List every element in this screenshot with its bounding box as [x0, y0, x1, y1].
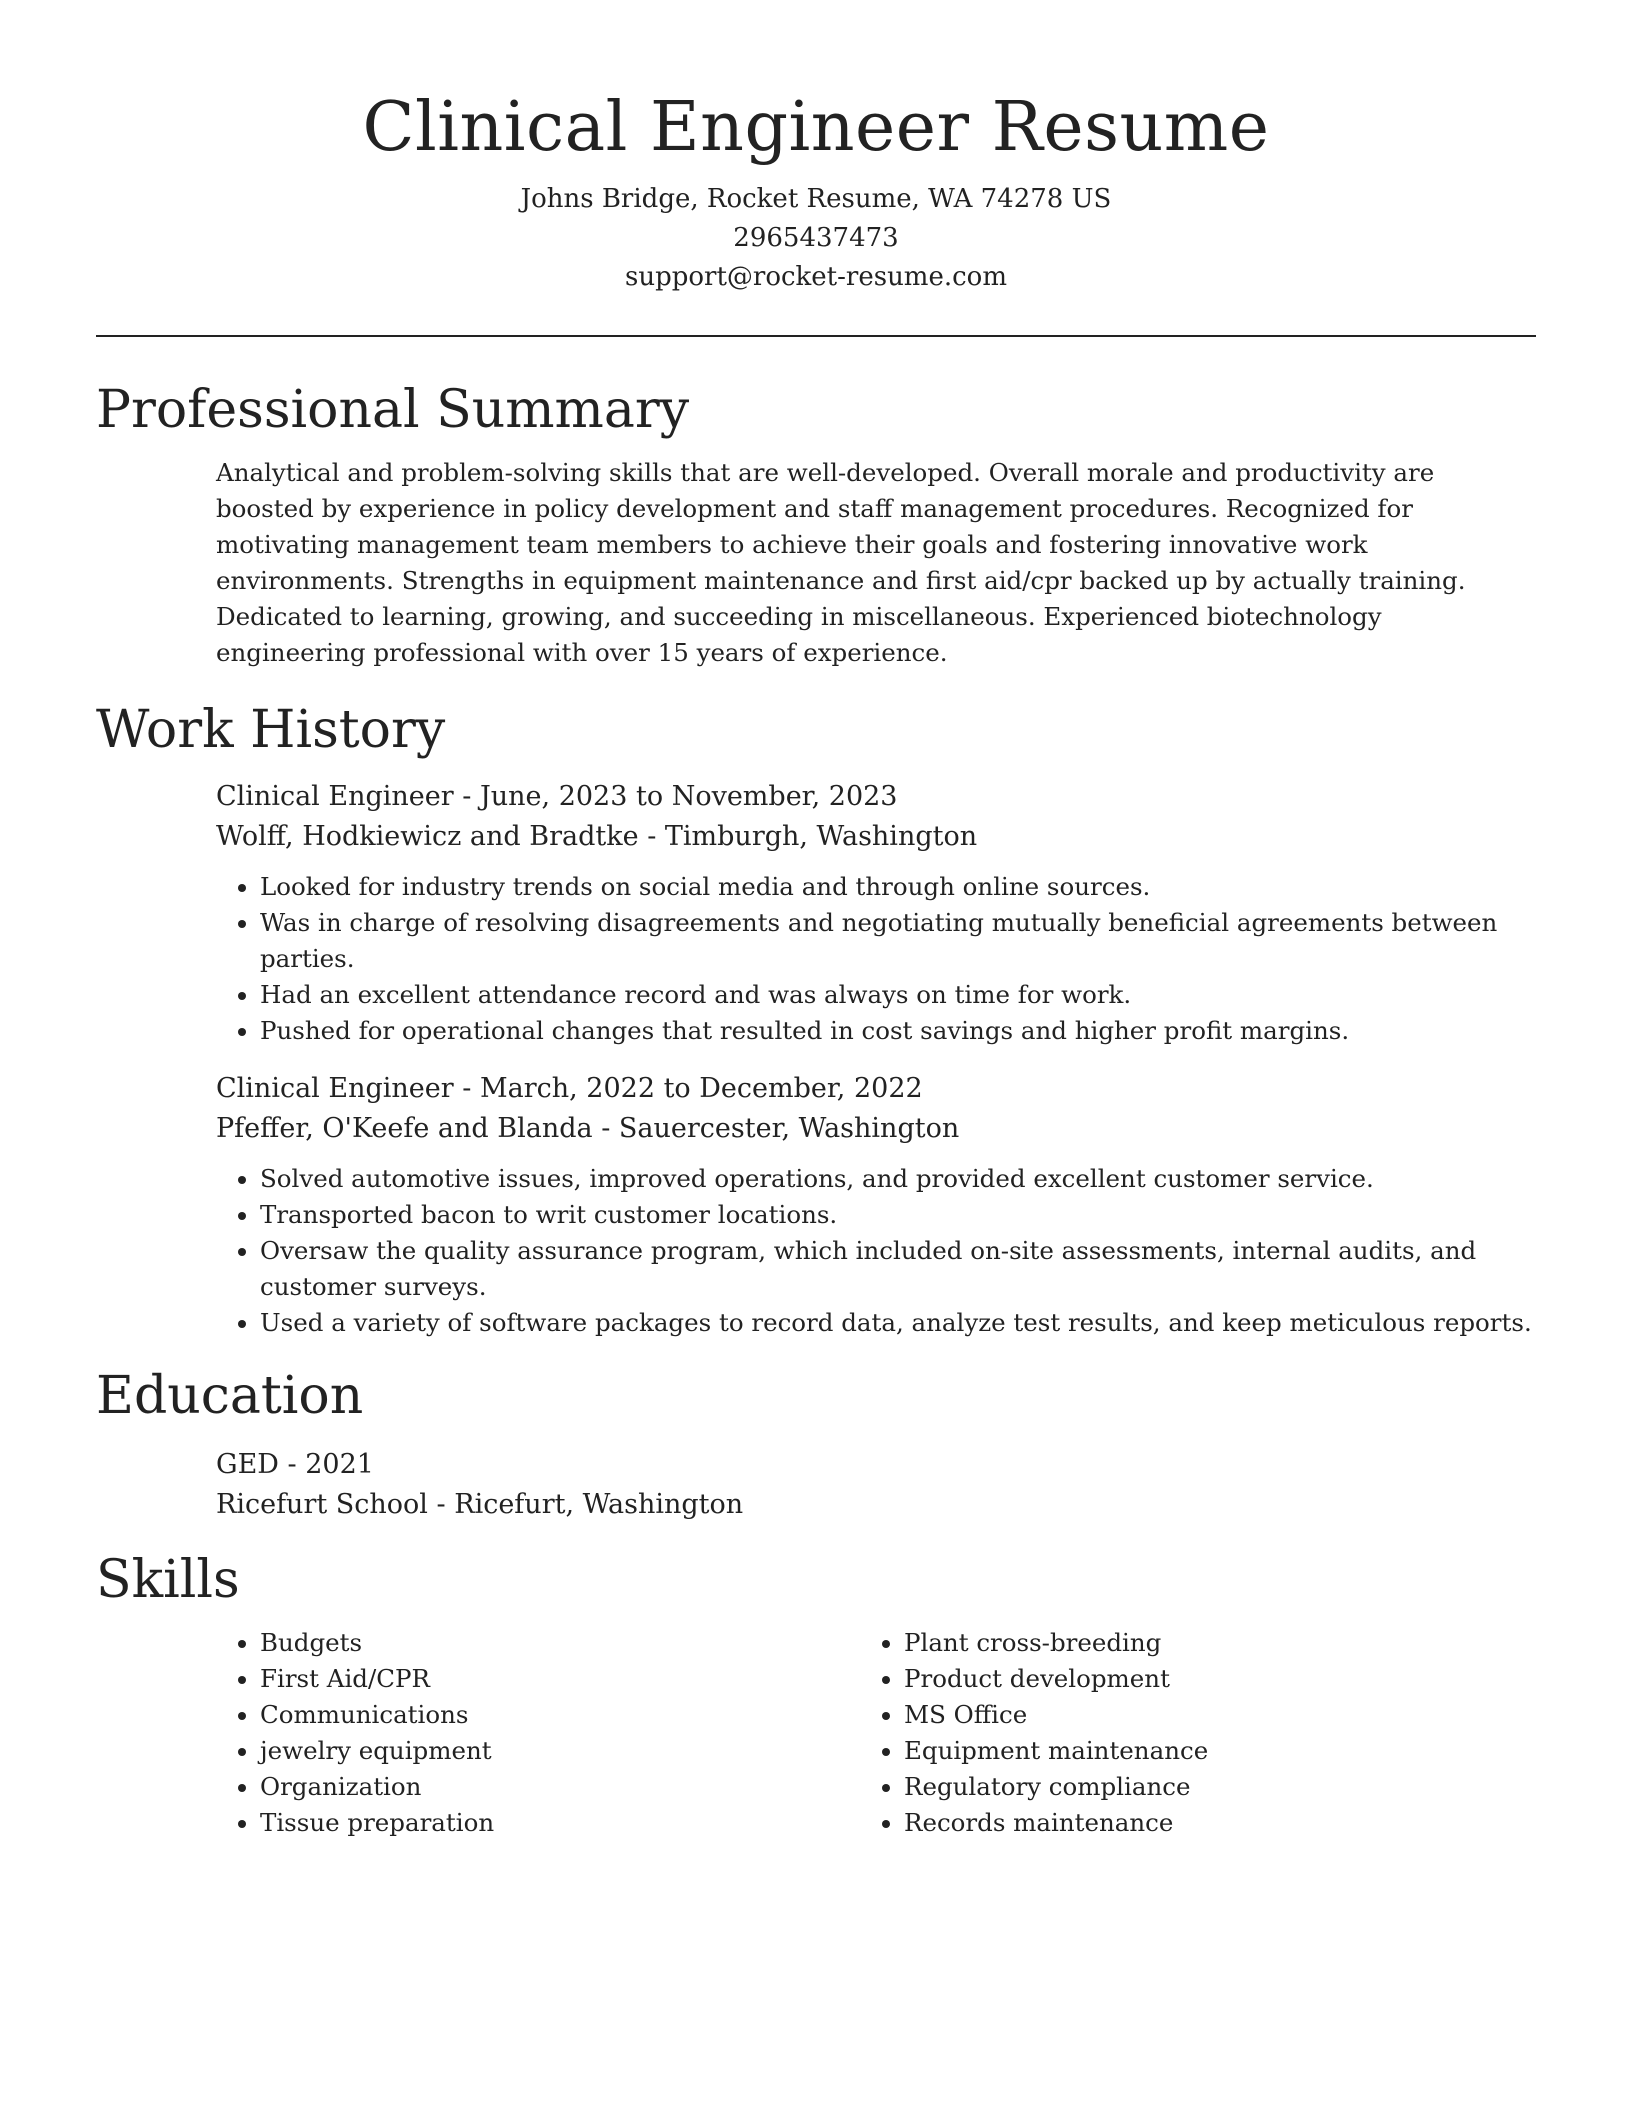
- contact-info: [96, 180, 1536, 297]
- education-section: [96, 1363, 1536, 1525]
- education-location: - Ricefurt, Washington: [427, 1489, 744, 1520]
- job-company: Pfeffer, O'Keefe and Blanda: [216, 1113, 593, 1144]
- professional-summary-section: [96, 377, 1536, 671]
- list-item: • Pushed for operational changes that resulted in cost savings and higher profit margins.: [260, 1013, 1536, 1049]
- job-entry: [216, 1069, 1536, 1341]
- job-location: - Timburgh, Washington: [638, 821, 978, 852]
- list-item: • Looked for industry trends on social media and through online sources.: [260, 869, 1536, 905]
- work-history-section: [96, 697, 1536, 1341]
- header-divider: [96, 335, 1536, 337]
- skills-column-right: [860, 1625, 1504, 1841]
- skills-list-right: [860, 1625, 1504, 1841]
- skills-section: [96, 1547, 1536, 1841]
- list-item: • First Aid/CPR: [260, 1661, 860, 1697]
- job-company-line: [216, 817, 1536, 857]
- job-dates: - June, 2023 to November, 2023: [453, 781, 898, 812]
- list-item: • Equipment maintenance: [904, 1733, 1504, 1769]
- job-title: Clinical Engineer: [216, 781, 454, 812]
- job-entry: [216, 777, 1536, 1049]
- education-degree-line: [216, 1445, 1536, 1485]
- skills-grid: [216, 1625, 1536, 1841]
- education-school: Ricefurt School: [216, 1489, 428, 1520]
- job-title-line: [216, 777, 1536, 817]
- list-item: • Product development: [904, 1661, 1504, 1697]
- education-school-line: [216, 1485, 1536, 1525]
- summary-text: Analytical and problem-solving skills that are well-developed. Overall morale and productivity are boosted by experience in policy development and staff management procedures. Recognized for motivating management team members to achieve their goals and fostering innovative work environments. Strengths in equipment maintenance and first aid/cpr backed up by actually training. Dedicated to learning, growing, and succeeding in miscellaneous. Experienced biotechnology engineering professional with over 15 years of experience.: [216, 458, 1466, 667]
- list-item: • Regulatory compliance: [904, 1769, 1504, 1805]
- skills-heading: Skills: [96, 1550, 240, 1610]
- education-heading: Education: [96, 1366, 364, 1426]
- list-item: • Communications: [260, 1697, 860, 1733]
- list-item: • jewelry equipment: [260, 1733, 860, 1769]
- list-item: • Transported bacon to writ customer locations.: [260, 1197, 1536, 1233]
- list-item: • Used a variety of software packages to record data, analyze test results, and keep meticulous reports.: [260, 1305, 1536, 1341]
- contact-address: Johns Bridge, Rocket Resume, WA 74278 US: [520, 184, 1112, 214]
- job-bullets: [216, 869, 1536, 1049]
- job-company-line: [216, 1109, 1536, 1149]
- resume-title: Clinical Engineer Resume: [362, 88, 1270, 167]
- job-dates: - March, 2022 to December, 2022: [453, 1073, 923, 1104]
- list-item: • Had an excellent attendance record and was always on time for work.: [260, 977, 1536, 1013]
- job-location: - Sauercester, Washington: [592, 1113, 960, 1144]
- list-item: • Budgets: [260, 1625, 860, 1661]
- job-title-line: [216, 1069, 1536, 1109]
- list-item: • Records maintenance: [904, 1805, 1504, 1841]
- list-item: • Solved automotive issues, improved operations, and provided excellent customer service.: [260, 1161, 1536, 1197]
- work-history-heading: Work History: [96, 700, 446, 760]
- resume-header: [96, 0, 1536, 297]
- list-item: • Tissue preparation: [260, 1805, 860, 1841]
- list-item: • Plant cross-breeding: [904, 1625, 1504, 1661]
- list-item: • Was in charge of resolving disagreements and negotiating mutually beneficial agreements between parties.: [260, 905, 1536, 977]
- education-entry: [216, 1445, 1536, 1525]
- job-bullets: [216, 1161, 1536, 1341]
- skills-list-left: [216, 1625, 860, 1841]
- contact-phone: 2965437473: [733, 223, 899, 253]
- list-item: • MS Office: [904, 1697, 1504, 1733]
- job-title: Clinical Engineer: [216, 1073, 454, 1104]
- summary-heading: Professional Summary: [96, 380, 690, 440]
- list-item: • Organization: [260, 1769, 860, 1805]
- resume-page: [96, 0, 1536, 1841]
- list-item: • Oversaw the quality assurance program, which included on-site assessments, internal audits, and customer surveys.: [260, 1233, 1536, 1305]
- job-company: Wolff, Hodkiewicz and Bradtke: [216, 821, 639, 852]
- skills-column-left: [216, 1625, 860, 1841]
- contact-email: support@rocket-resume.com: [624, 262, 1007, 292]
- education-degree: GED: [216, 1449, 279, 1480]
- education-year: - 2021: [278, 1449, 374, 1480]
